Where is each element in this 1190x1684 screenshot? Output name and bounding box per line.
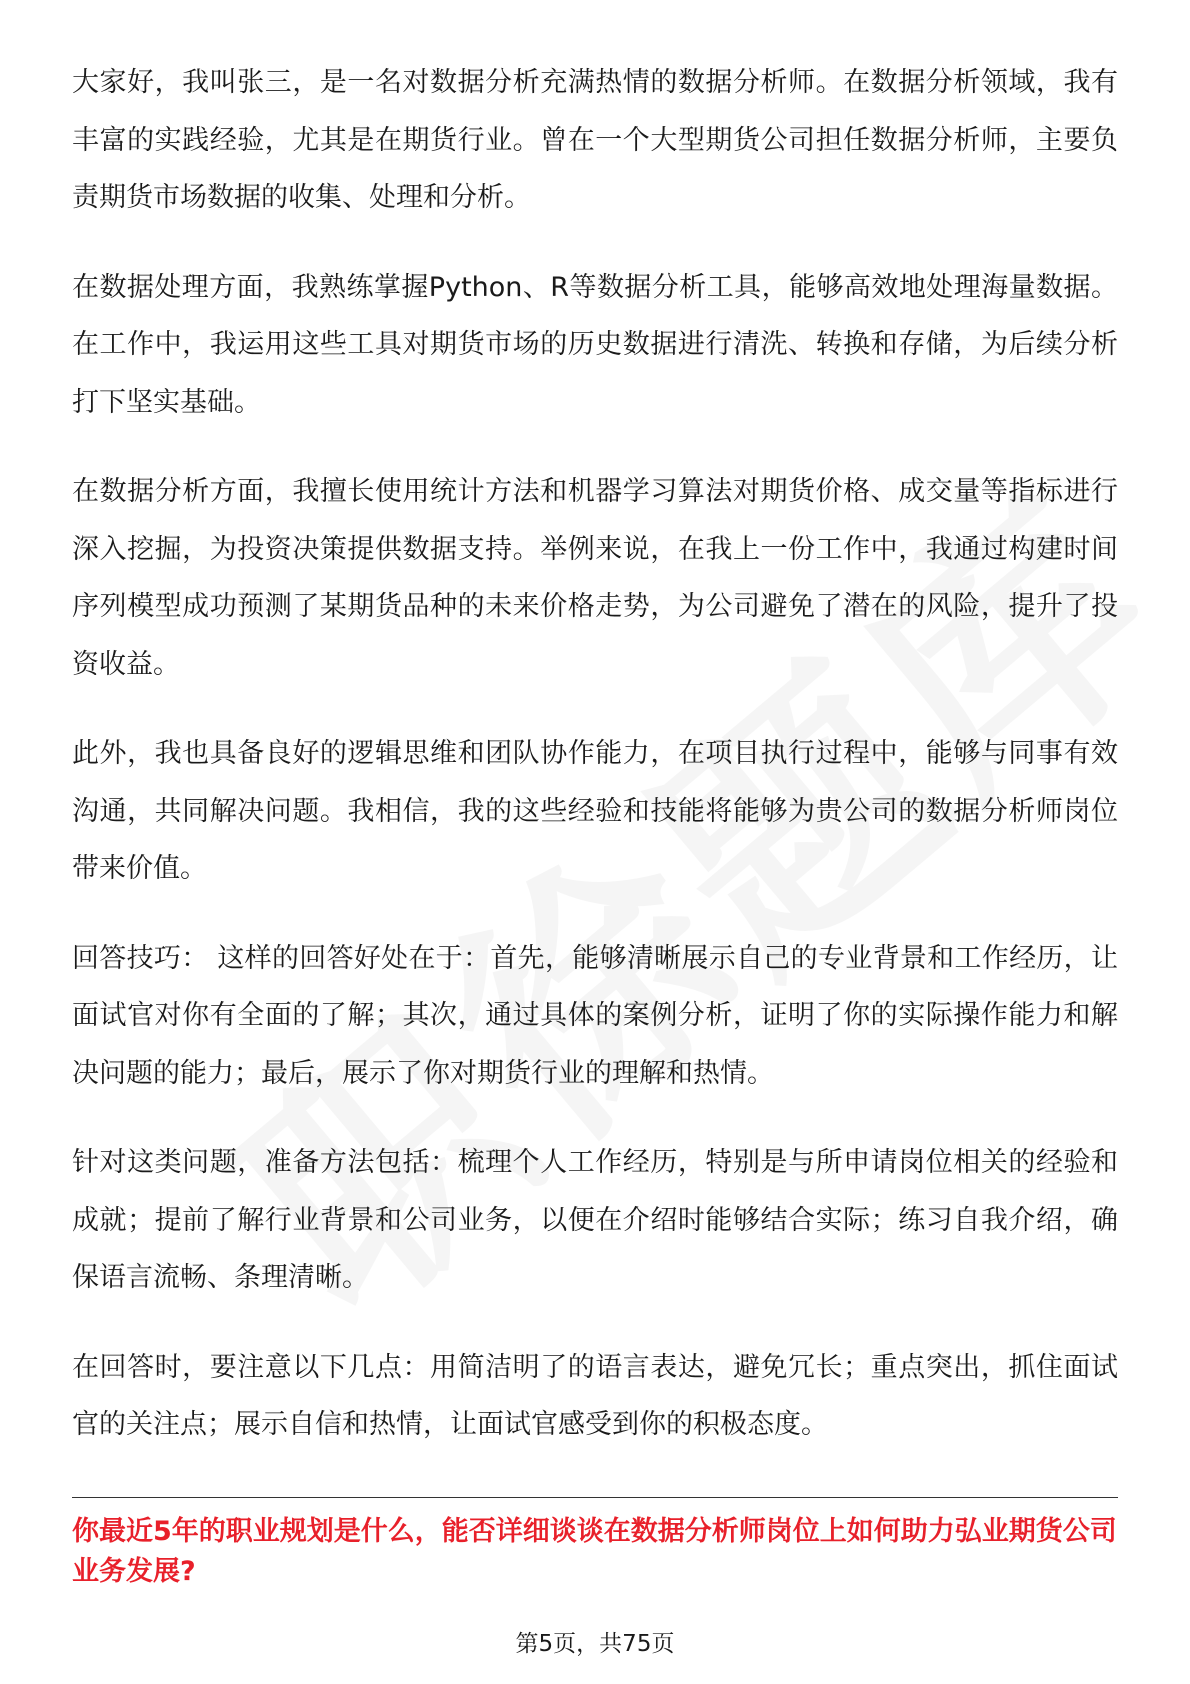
answer-paragraph-data-analysis: 在数据分析方面，我擅长使用统计方法和机器学习算法对期货价格、成交量等指标进行深入挖掘，为投资决策提供数据支持。举例来说，在我上一份工作中，我通过构建时间序列模型成功预测了某期货品种的未来价格走势，为公司避免了潜在的风险，提升了投资收益。	[72, 476, 1118, 680]
next-question-heading: 你最近5年的职业规划是什么，能否详细谈谈在数据分析师岗位上如何助力弘业期货公司业务发展?	[72, 1516, 1117, 1587]
page-number: 第5页，共75页	[515, 1631, 675, 1657]
answer-paragraph-data-processing: 在数据处理方面，我熟练掌握Python、R等数据分析工具，能够高效地处理海量数据。在工作中，我运用这些工具对期货市场的历史数据进行清洗、转换和存储，为后续分析打下坚实基础。	[72, 271, 1118, 418]
answer-paragraph-soft-skills: 此外，我也具备良好的逻辑思维和团队协作能力，在项目执行过程中，能够与同事有效沟通，共同解决问题。我相信，我的这些经验和技能将能够为贵公司的数据分析师岗位带来价值。	[72, 738, 1118, 884]
attention-paragraph: 在回答时，要注意以下几点：用简洁明了的语言表达，避免冗长；重点突出，抓住面试官的关注点；展示自信和热情，让面试官感受到你的积极态度。	[72, 1351, 1118, 1440]
answer-tips-paragraph: 回答技巧： 这样的回答好处在于：首先，能够清晰展示自己的专业背景和工作经历，让面试官对你有全面的了解；其次，通过具体的案例分析，证明了你的实际操作能力和解决问题的能力；最后，展示了你对期货行业的理解和热情。	[72, 942, 1118, 1089]
preparation-paragraph: 针对这类问题，准备方法包括：梳理个人工作经历，特别是与所申请岗位相关的经验和成就；提前了解行业背景和公司业务，以便在介绍时能够结合实际；练习自我介绍，确保语言流畅、条理清晰。	[72, 1147, 1118, 1293]
answer-paragraph-intro: 大家好，我叫张三，是一名对数据分析充满热情的数据分析师。在数据分析领域，我有丰富的实践经验，尤其是在期货行业。曾在一个大型期货公司担任数据分析师，主要负责期货市场数据的收集、处理和分析。	[72, 67, 1118, 213]
answer-body	[72, 54, 1118, 1486]
section-divider	[72, 1497, 1118, 1498]
